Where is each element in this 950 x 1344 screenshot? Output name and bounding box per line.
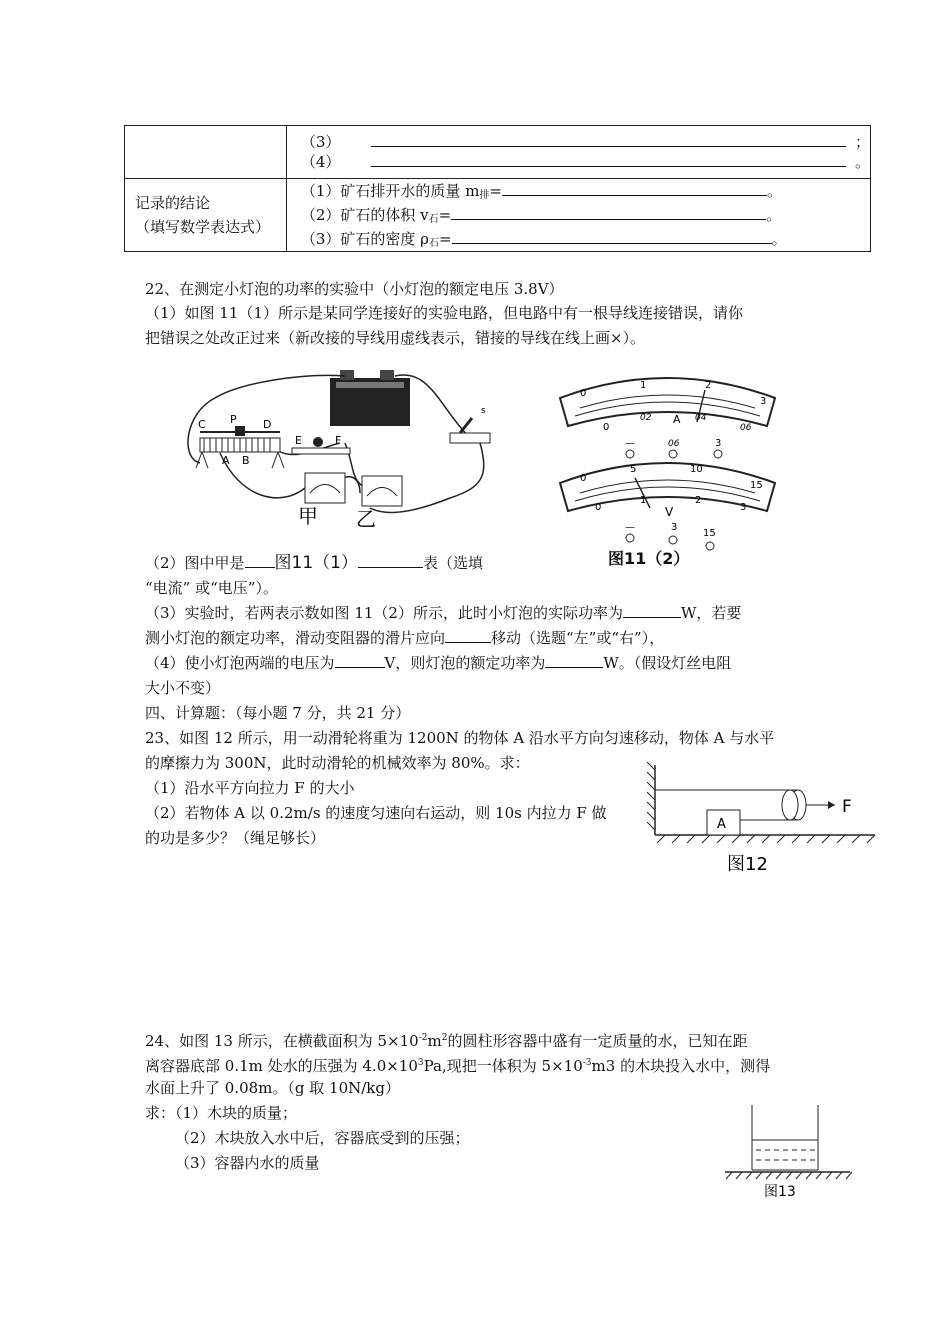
unit-label: A bbox=[673, 413, 681, 426]
text: 离容器底部 0.1m 处水的压强为 4.0×10 bbox=[145, 1057, 418, 1075]
scale-label: 5 bbox=[630, 464, 637, 475]
text: V，则灯泡的额定功率为 bbox=[384, 654, 546, 672]
terminal-label: 3 bbox=[715, 438, 722, 449]
terminal-label: — bbox=[625, 522, 635, 533]
conclusion-hint: （填写数学表达式） bbox=[135, 218, 271, 236]
text: m3 的木块投入水中，测得 bbox=[591, 1057, 771, 1075]
container-figure bbox=[720, 1100, 860, 1205]
table-cell-empty bbox=[125, 126, 287, 179]
answer-blank[interactable] bbox=[451, 205, 766, 220]
text: Pa,现把一体积为 5×10 bbox=[423, 1057, 583, 1075]
terminal-label: P bbox=[230, 413, 237, 426]
text: （1）矿石排开水的质量 m bbox=[300, 182, 480, 200]
q24-line4: 求：（1）木块的质量； bbox=[145, 1104, 298, 1122]
q22-part4-line1 bbox=[145, 653, 731, 673]
answer-blank[interactable] bbox=[245, 553, 275, 568]
text: （4）使小灯泡两端的电压为 bbox=[145, 654, 335, 672]
text: 测小灯泡的额定功率，滑动变阻器的滑片应向 bbox=[145, 629, 446, 647]
scale-label: 2 bbox=[695, 495, 702, 506]
terminal-label: — bbox=[625, 438, 635, 449]
step-4-label: （4） bbox=[300, 153, 341, 171]
force-label: F bbox=[842, 797, 852, 817]
meter-jia-icon bbox=[305, 473, 345, 503]
q22-title: 22、在测定小灯泡的功率的实验中（小灯泡的额定电压 3.8V） bbox=[145, 280, 564, 298]
answer-blank[interactable] bbox=[335, 653, 385, 668]
label-yi: 乙 bbox=[356, 507, 376, 531]
table-cell-steps bbox=[286, 126, 870, 179]
text: = bbox=[489, 182, 502, 200]
record-table bbox=[124, 125, 871, 252]
scale-label: 0 bbox=[580, 388, 587, 399]
scale-label: 1 bbox=[640, 495, 647, 506]
container-icon bbox=[752, 1105, 818, 1170]
step-3-label: （3） bbox=[300, 133, 341, 151]
text: = bbox=[438, 206, 452, 224]
scale-label: 0 bbox=[603, 422, 610, 433]
scale-label: 02 bbox=[640, 413, 652, 423]
answer-blank[interactable] bbox=[371, 152, 846, 167]
answer-blank[interactable] bbox=[445, 628, 491, 643]
text: 的圆柱形容器中盛有一定质量的水，已知在距 bbox=[447, 1032, 748, 1050]
punct: ； bbox=[854, 133, 870, 151]
text: （2）图中甲是 bbox=[145, 554, 245, 572]
text: （2）矿石的体积 v bbox=[300, 206, 429, 224]
text: 。 bbox=[771, 230, 787, 248]
table-cell-conclusions bbox=[286, 179, 870, 252]
q22-part2-line2: “电流” 或“电压”）。 bbox=[145, 579, 278, 597]
punct: 。 bbox=[854, 153, 870, 171]
q22-part1-line2: 把错误之处改正过来（新改接的导线用虚线表示，错接的导线在线上画×）。 bbox=[145, 329, 646, 347]
text: 3 bbox=[417, 1058, 424, 1068]
q23-line3: （1）沿水平方向拉力 F 的大小 bbox=[145, 779, 355, 797]
scale-label: 3 bbox=[740, 502, 747, 513]
terminal-label: 15 bbox=[703, 528, 716, 539]
q22-part4-line2: 大小不变） bbox=[145, 679, 221, 697]
fig12-caption: 图12 bbox=[727, 854, 768, 875]
scale-label: 04 bbox=[695, 413, 707, 423]
q22-part2-line1 bbox=[145, 553, 483, 573]
terminal-label: F bbox=[335, 434, 342, 447]
text: W。（假设灯丝电阻 bbox=[603, 654, 732, 672]
meter-yi-icon bbox=[362, 476, 402, 506]
q24-line6: （3）容器内水的质量 bbox=[175, 1154, 320, 1172]
q23-line4: （2）若物体 A 以 0.2m/s 的速度匀速向右运动，则 10s 内拉力 F 做 bbox=[145, 804, 607, 822]
pulley-figure bbox=[640, 760, 880, 880]
terminal-label: 06 bbox=[668, 439, 680, 449]
text: 24、如图 13 所示，在横截面积为 5×10 bbox=[145, 1032, 419, 1050]
fig13-caption: 图13 bbox=[764, 1184, 796, 1200]
text: 。 bbox=[767, 182, 783, 200]
answer-blank[interactable] bbox=[452, 229, 772, 244]
text: = bbox=[439, 230, 452, 248]
q24-line3: 水面上升了 0.08m。（g 取 10N/kg） bbox=[145, 1079, 400, 1097]
terminal-label: 3 bbox=[671, 522, 678, 533]
text: -3 bbox=[582, 1058, 592, 1068]
answer-blank[interactable] bbox=[358, 553, 423, 568]
text: 2 bbox=[441, 1033, 448, 1043]
terminal-label: s bbox=[481, 406, 486, 416]
q22-part3-line1 bbox=[145, 603, 741, 623]
scale-label: 06 bbox=[740, 423, 752, 433]
answer-blank[interactable] bbox=[371, 132, 846, 147]
terminal-label: E bbox=[295, 434, 302, 447]
section-4-heading: 四、计算题：（每小题 7 分，共 21 分） bbox=[145, 704, 411, 722]
ammeter-icon bbox=[560, 378, 775, 426]
scale-label: 3 bbox=[760, 396, 767, 407]
terminal-label: A bbox=[222, 454, 230, 467]
scale-label: 2 bbox=[705, 380, 712, 391]
q22-part3-line2 bbox=[145, 628, 664, 648]
answer-blank[interactable] bbox=[545, 653, 603, 668]
scale-label: 0 bbox=[595, 502, 602, 513]
battery-icon bbox=[330, 370, 410, 426]
q23-line2: 的摩擦力为 300N，此时动滑轮的机械效率为 80%。求： bbox=[145, 754, 530, 772]
q23-line5: 的功是多少？（绳足够长） bbox=[145, 829, 326, 847]
table-cell-label bbox=[125, 179, 287, 252]
text: m bbox=[427, 1032, 442, 1050]
pulley-icon bbox=[782, 790, 806, 820]
terminal-label: B bbox=[242, 454, 250, 467]
block-label: A bbox=[717, 817, 726, 832]
table-row bbox=[287, 227, 870, 251]
table-row bbox=[287, 203, 870, 227]
text: （3）实验时，若两表示数如图 11（2）所示，此时小灯泡的实际功率为 bbox=[145, 604, 623, 622]
answer-blank[interactable] bbox=[623, 603, 681, 618]
q22-part1-line1: （1）如图 11（1）所示是某同学连接好的实验电路，但电路中有一根导线连接错误，请你 bbox=[145, 304, 743, 322]
text: 。 bbox=[766, 206, 782, 224]
text: 移动（选题“左”或“右”）， bbox=[491, 629, 665, 647]
scale-label: 1 bbox=[640, 380, 647, 391]
fig11-2-caption: 图11（2） bbox=[608, 549, 690, 568]
text: -2 bbox=[418, 1033, 428, 1043]
q24-line1 bbox=[145, 1028, 747, 1051]
unit-label: V bbox=[665, 505, 674, 519]
text: （3）矿石的密度 ρ bbox=[300, 230, 430, 248]
text: W，若要 bbox=[680, 604, 742, 622]
text: 石 bbox=[429, 238, 440, 249]
q23-line1: 23、如图 12 所示，用一动滑轮将重为 1200N 的物体 A 沿水平方向匀速移动，物体 A 与水平 bbox=[145, 729, 775, 747]
table-row bbox=[287, 149, 870, 175]
answer-blank[interactable] bbox=[502, 181, 767, 196]
scale-label: 10 bbox=[690, 464, 703, 475]
terminal-label: C bbox=[198, 418, 206, 431]
circuit-figure bbox=[180, 368, 510, 538]
text: 表（选填 bbox=[423, 554, 484, 572]
terminal-label: D bbox=[263, 418, 272, 431]
scale-label: 0 bbox=[580, 473, 587, 484]
conclusion-label: 记录的结论 bbox=[135, 194, 211, 212]
fig11-1-caption: 图11（1） bbox=[274, 553, 358, 573]
text: 排 bbox=[479, 190, 490, 201]
q24-line2 bbox=[145, 1053, 770, 1076]
q24-line5: （2）木块放入水中后，容器底受到的压强； bbox=[175, 1129, 470, 1147]
scale-label: 15 bbox=[750, 480, 763, 491]
rheostat-icon bbox=[196, 426, 284, 468]
meters-figure bbox=[555, 368, 780, 568]
table-row bbox=[287, 179, 870, 203]
text: 石 bbox=[428, 214, 439, 225]
arrow-icon bbox=[828, 801, 835, 809]
label-jia: 甲 bbox=[298, 504, 318, 528]
